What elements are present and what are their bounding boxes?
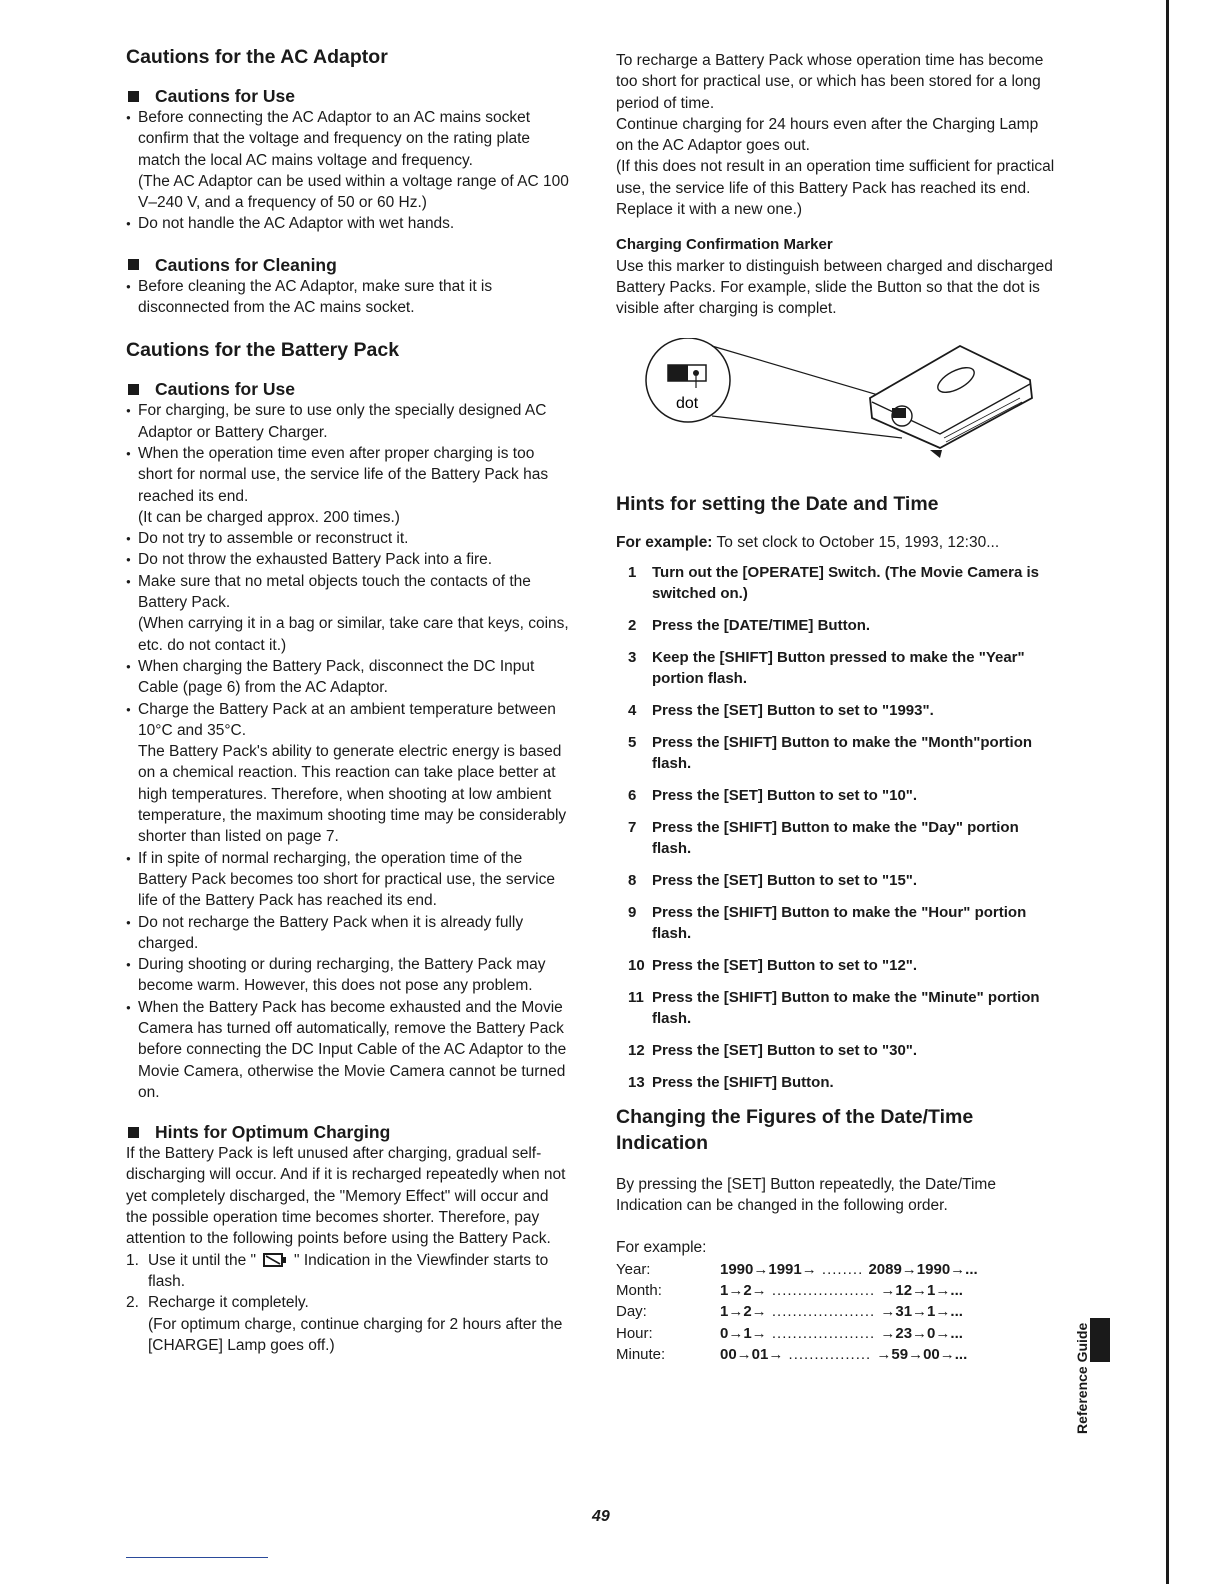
date-step (616, 615, 1056, 636)
bp-item-9: ● Do not recharge the Battery Pack when it is already fully charged. (126, 912, 572, 955)
step-text: Press the [SHIFT] Button to make the "Month"portion flash. (652, 733, 1033, 772)
step-number: 6 (628, 786, 637, 804)
footer-rule (126, 1557, 268, 1558)
date-step (616, 1072, 1056, 1093)
example-label: For example: (616, 533, 713, 551)
sequence-row (616, 1344, 1048, 1365)
sequence-row (616, 1259, 1048, 1280)
right-column (616, 50, 1056, 1365)
ac-use-item-2: ● Do not handle the AC Adaptor with wet hands. (126, 213, 572, 234)
hints-intro: If the Battery Pack is left unused after charging, gradual self-discharging will occur. And if it is recharged repeatedly when not yet completely discharged, the "Memory Effect" will occur and the possible operation time becomes shorter. Therefore, pay attention to the following points before using the Battery Pack. (126, 1145, 566, 1248)
bp-item-11: ● When the Battery Pack has become exhausted and the Movie Camera has turned off automatically, remove the Battery Pack before connecting the DC Input Cable of the AC Adaptor to the Movie Camera, otherwise the Movie Camera cannot be turned on. (126, 997, 572, 1103)
bp-item-5: ● Make sure that no metal objects touch the contacts of the Battery Pack. (126, 571, 572, 614)
hint-2-number: 2. (126, 1294, 139, 1312)
sequence-start: 00→01→ (720, 1345, 784, 1363)
date-example (616, 532, 1056, 553)
step-number: 3 (628, 648, 637, 666)
battery-warning-icon (260, 1253, 290, 1267)
sequence-end: →59→00→... (876, 1345, 968, 1363)
step-number: 9 (628, 903, 637, 921)
date-step (616, 732, 1056, 774)
date-step (616, 987, 1056, 1029)
sequence-values (720, 1301, 1048, 1322)
date-time-title: Hints for setting the Date and Time (616, 492, 939, 515)
bp-item-5-note: (When carrying it in a bag or similar, take care that keys, coins, etc. do not contact it.) (138, 615, 569, 654)
sequence-end: 2089→1990→... (868, 1260, 978, 1278)
step-text: Press the [SHIFT] Button. (652, 1073, 834, 1091)
step-text: Press the [SET] Button to set to "15". (652, 871, 918, 889)
table-intro: For example: (616, 1239, 707, 1257)
bp-item-4: ● Do not throw the exhausted Battery Pack into a fire. (126, 549, 572, 570)
square-bullet-icon (128, 91, 139, 102)
page-edge-rule (1166, 0, 1169, 1584)
step-text: Turn out the [OPERATE] Switch. (The Movie Camera is switched on.) (652, 563, 1039, 602)
date-step (616, 902, 1056, 944)
step-number: 11 (628, 988, 644, 1006)
hint-item-2 (126, 1292, 572, 1313)
hint-2-text: Recharge it completely. (148, 1294, 309, 1312)
sequence-end: →12→1→... (880, 1282, 963, 1300)
hint-item-1 (126, 1250, 572, 1293)
sequence-values (720, 1323, 1048, 1344)
step-text: Press the [DATE/TIME] Button. (652, 616, 871, 634)
hints-charging-heading: Hints for Optimum Charging (126, 1121, 572, 1143)
date-step (616, 955, 1056, 976)
sequence-label: Month: (616, 1282, 662, 1300)
date-step (616, 817, 1056, 859)
bp-item-2-note: (It can be charged approx. 200 times.) (138, 508, 400, 526)
marker-heading: Charging Confirmation Marker (616, 236, 833, 254)
ac-cleaning-heading: Cautions for Cleaning (126, 254, 572, 276)
bp-item-7-note: The Battery Pack's ability to generate electric energy is based on a chemical reaction. This reaction can take place better at high temperatures. Therefore, when shooting at low ambient temperature, the maximum shooting time may be considerably shorter than listed on page 7. (138, 743, 567, 846)
step-number: 1 (628, 563, 637, 581)
ac-use-item-1: ● Before connecting the AC Adaptor to an AC mains socket confirm that the voltage and frequency on the rating plate match the local AC mains voltage and frequency. (126, 107, 572, 171)
sequence-start: 1→2→ (720, 1303, 767, 1321)
side-label: Reference Guide (1074, 1322, 1090, 1434)
hint-1-text-b: " Indication in the Viewfinder starts to flash. (148, 1251, 549, 1290)
sequence-row (616, 1301, 1048, 1322)
section-tab-marker (1090, 1318, 1110, 1362)
sequence-end: →23→0→... (880, 1324, 963, 1342)
date-step (616, 647, 1056, 689)
ac-use-item-1-note: (The AC Adaptor can be used within a voltage range of AC 100 V–240 V, and a frequency of 50 or 60 Hz.) (138, 172, 569, 212)
step-text: Press the [SHIFT] Button to make the "Minute" portion flash. (652, 988, 1040, 1027)
hint-1-text-a: Use it until the " (148, 1251, 257, 1269)
bp-item-1: ● For charging, be sure to use only the specially designed AC Adaptor or Battery Charger. (126, 400, 572, 443)
sequence-values (720, 1280, 1048, 1301)
step-number: 13 (628, 1073, 645, 1091)
ac-use-heading: Cautions for Use (126, 85, 572, 107)
sequence-dots: ................ (783, 1345, 877, 1363)
step-text: Press the [SHIFT] Button to make the "Hour" portion flash. (652, 903, 1027, 942)
step-text: Press the [SET] Button to set to "30". (652, 1041, 918, 1059)
step-number: 7 (628, 818, 637, 836)
bp-item-7: ● Charge the Battery Pack at an ambient temperature between 10°C and 35°C. (126, 699, 572, 742)
date-step (616, 785, 1056, 806)
step-number: 12 (628, 1041, 645, 1059)
sequence-start: 0→1→ (720, 1324, 767, 1342)
hint-1-number: 1. (126, 1251, 139, 1269)
date-step (616, 700, 1056, 721)
sequence-label: Year: (616, 1260, 651, 1278)
battery-pack-figure (640, 338, 1040, 468)
page-number: 49 (592, 1508, 610, 1525)
date-step (616, 1040, 1056, 1061)
battery-pack-title: Cautions for the Battery Pack (126, 339, 400, 362)
bp-item-3: ● Do not try to assemble or reconstruct it. (126, 528, 572, 549)
sequence-values (720, 1259, 1048, 1280)
sequence-start: 1990→1991→ (720, 1260, 817, 1278)
battery-pack-illustration (640, 338, 1040, 468)
bp-item-2: ● When the operation time even after proper charging is too short for normal use, the service life of the Battery Pack has reached its end. (126, 443, 572, 507)
change-figures-title: Changing the Figures of the Date/Time Indication (616, 1105, 974, 1154)
step-text: Press the [SET] Button to set to "10". (652, 786, 918, 804)
step-text: Press the [SHIFT] Button to make the "Day" portion flash. (652, 818, 1019, 857)
sequence-row (616, 1280, 1048, 1301)
recharge-paragraph-2: Continue charging for 24 hours even after the Charging Lamp on the AC Adaptor goes out. (616, 115, 1039, 155)
date-step (616, 870, 1056, 891)
step-text: Press the [SET] Button to set to "12". (652, 956, 918, 974)
change-figures-text: By pressing the [SET] Button repeatedly, the Date/Time Indication can be changed in the following order. (616, 1175, 996, 1215)
bp-use-heading: Cautions for Use (126, 378, 572, 400)
step-number: 5 (628, 733, 637, 751)
bp-item-10: ● During shooting or during recharging, the Battery Pack may become warm. However, this does not pose any problem. (126, 954, 572, 997)
sequence-start: 1→2→ (720, 1282, 767, 1300)
step-number: 10 (628, 956, 645, 974)
square-bullet-icon (128, 1127, 139, 1138)
ac-cleaning-item-1: ● Before cleaning the AC Adaptor, make sure that it is disconnected from the AC mains socket. (126, 276, 572, 319)
date-step (616, 562, 1056, 604)
sequence-values (720, 1344, 1048, 1365)
date-sequence-table (616, 1259, 1048, 1365)
sequence-dots: ........ (816, 1260, 869, 1278)
step-text: Press the [SET] Button to set to "1993". (652, 701, 934, 719)
sequence-dots: .................... (766, 1303, 881, 1321)
step-number: 4 (628, 701, 637, 719)
date-steps-list (616, 562, 1056, 1093)
square-bullet-icon (128, 384, 139, 395)
square-bullet-icon (128, 259, 139, 270)
marker-text: Use this marker to distinguish between charged and discharged Battery Packs. For example, slide the Button so that the dot is visible after charging is complet. (616, 257, 1053, 318)
example-text: To set clock to October 15, 1993, 12:30... (716, 533, 1000, 551)
left-column (126, 44, 572, 1356)
sequence-row (616, 1323, 1048, 1344)
sequence-label: Day: (616, 1303, 647, 1321)
bp-item-8: ● If in spite of normal recharging, the operation time of the Battery Pack becomes too short for practical use, the service life of the Battery Pack has reached its end. (126, 848, 572, 912)
hint-2-note: (For optimum charge, continue charging for 2 hours after the [CHARGE] Lamp goes off.) (148, 1315, 563, 1354)
sequence-label: Minute: (616, 1345, 666, 1363)
sequence-dots: .................... (766, 1282, 881, 1300)
step-number: 8 (628, 871, 637, 889)
dot-label: dot (676, 394, 699, 412)
sequence-label: Hour: (616, 1324, 653, 1342)
bp-item-6: ● When charging the Battery Pack, disconnect the DC Input Cable (page 6) from the AC Adaptor. (126, 656, 572, 699)
sequence-dots: .................... (766, 1324, 881, 1342)
sequence-end: →31→1→... (880, 1303, 963, 1321)
step-number: 2 (628, 616, 637, 634)
step-text: Keep the [SHIFT] Button pressed to make the "Year" portion flash. (652, 648, 1025, 687)
recharge-paragraph-1: To recharge a Battery Pack whose operation time has become too short for practical use, or which has been stored for a long period of time. (616, 52, 1044, 112)
recharge-paragraph-3: (If this does not result in an operation time sufficient for practical use, the service life of this Battery Pack has reached its end. Replace it with a new one.) (616, 158, 1055, 219)
ac-adaptor-title: Cautions for the AC Adaptor (126, 46, 388, 68)
